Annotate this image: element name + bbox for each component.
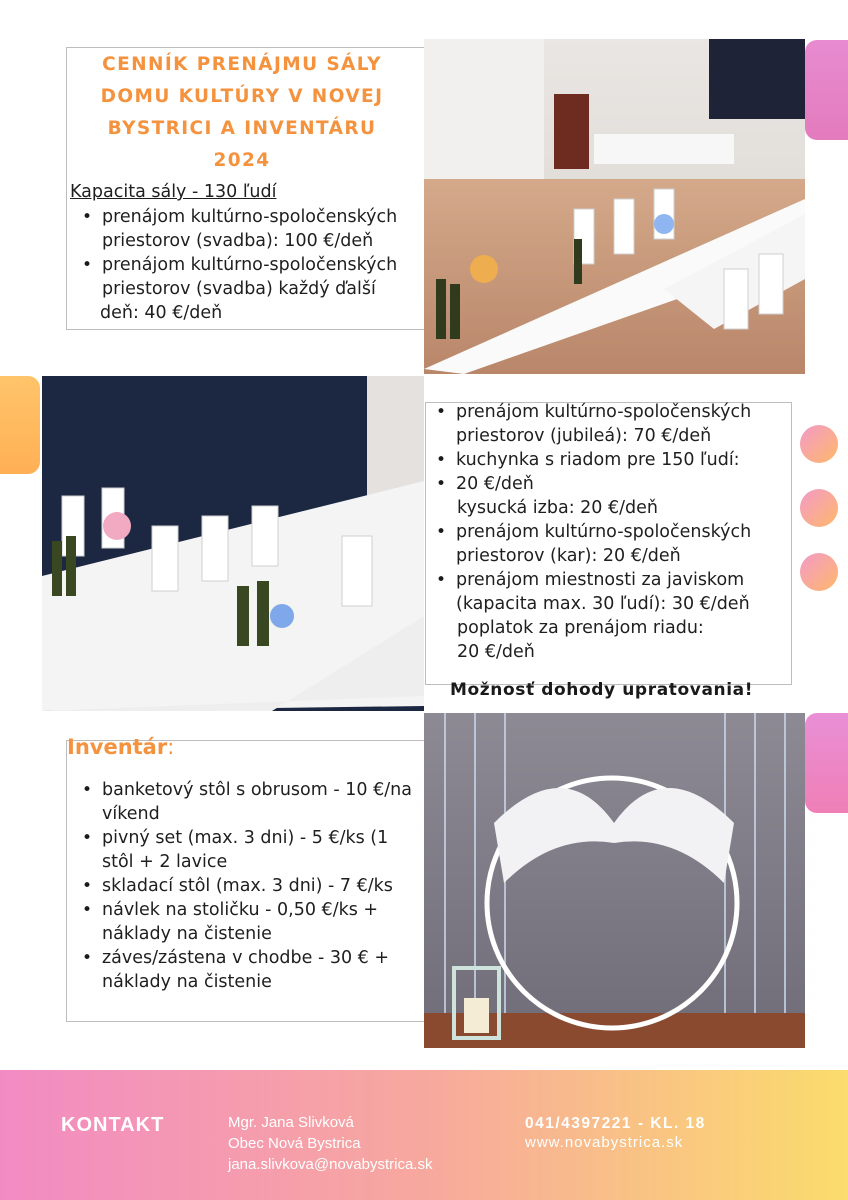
- list-item: • návlek na stoličku - 0,50 €/ks + náklady na čistenie: [80, 898, 420, 946]
- contact-email[interactable]: jana.slivkova@novabystrica.sk: [228, 1156, 433, 1173]
- title-line: CENNÍK PRENÁJMU SÁLY: [102, 54, 382, 75]
- decorative-bar-orange: [0, 376, 40, 474]
- contact-phone[interactable]: 041/4397221 - KL. 18: [525, 1115, 706, 1132]
- list-item-continuation: poplatok za prenájom riadu:: [457, 618, 704, 638]
- list-item-continuation: deň: 40 €/deň: [100, 303, 223, 323]
- capacity-label: Kapacita sály - 130 ľudí: [70, 182, 277, 202]
- list-item: • prenájom kultúrno-spoločenských priestorov (svadba): 100 €/deň: [80, 205, 420, 253]
- title-year: 2024: [213, 150, 271, 171]
- inventory-list-wrap: [80, 778, 420, 994]
- list-item: • prenájom miestnosti za javiskom (kapacita max. 30 ľudí): 30 €/deň: [434, 568, 794, 616]
- contact-website[interactable]: www.novabystrica.sk: [525, 1134, 684, 1151]
- list-item: • banketový stôl s obrusom - 10 €/na víkend: [80, 778, 420, 826]
- list-item: • záves/zástena v chodbe - 30 € + náklady na čistenie: [80, 946, 420, 994]
- decorative-dot: [800, 489, 838, 527]
- inventory-heading-text: Inventár: [67, 735, 168, 759]
- hall-pricing: [70, 180, 420, 325]
- page-title: [74, 49, 410, 177]
- decorative-bar-pink-bottom: [805, 713, 848, 813]
- inventory-heading-colon: :: [167, 735, 175, 759]
- other-pricing: [434, 400, 794, 664]
- list-item: • prenájom kultúrno-spoločenských priestorov (svadba) každý ďalší: [80, 253, 420, 301]
- title-line: BYSTRICI A INVENTÁRU: [107, 118, 377, 139]
- photo-banquet-setup: [42, 376, 424, 711]
- other-pricing-list-2: [434, 520, 794, 616]
- list-item-continuation: kysucká izba: 20 €/deň: [457, 498, 658, 518]
- list-item: • kuchynka s riadom pre 150 ľudí:: [434, 448, 794, 472]
- list-item: • prenájom kultúrno-spoločenských priestorov (kar): 20 €/deň: [434, 520, 794, 568]
- inventory-heading: [67, 735, 174, 759]
- cleaning-note: Možnosť dohody upratovania!: [450, 680, 754, 700]
- hall-pricing-list: [80, 205, 420, 301]
- decorative-bar-pink-top: [805, 40, 848, 140]
- list-item: • pivný set (max. 3 dni) - 5 €/ks (1 stôl + 2 lavice: [80, 826, 420, 874]
- list-item: • 20 €/deň: [434, 472, 794, 496]
- list-item-continuation: 20 €/deň: [457, 642, 535, 662]
- photo-hall-tables: [424, 39, 805, 374]
- contact-org: Obec Nová Bystrica: [228, 1135, 361, 1152]
- title-line: DOMU KULTÚRY V NOVEJ: [100, 86, 384, 107]
- footer-contact-heading: KONTAKT: [61, 1114, 165, 1136]
- photo-decorative-arch: [424, 713, 805, 1048]
- contact-name: Mgr. Jana Slivková: [228, 1114, 354, 1131]
- other-pricing-list: [434, 400, 794, 496]
- decorative-dot: [800, 553, 838, 591]
- list-item: • prenájom kultúrno-spoločenských priestorov (jubileá): 70 €/deň: [434, 400, 794, 448]
- footer-contact-info: [228, 1112, 432, 1175]
- inventory-list: [80, 778, 420, 994]
- decorative-dot: [800, 425, 838, 463]
- list-item: • skladací stôl (max. 3 dni) - 7 €/ks: [80, 874, 420, 898]
